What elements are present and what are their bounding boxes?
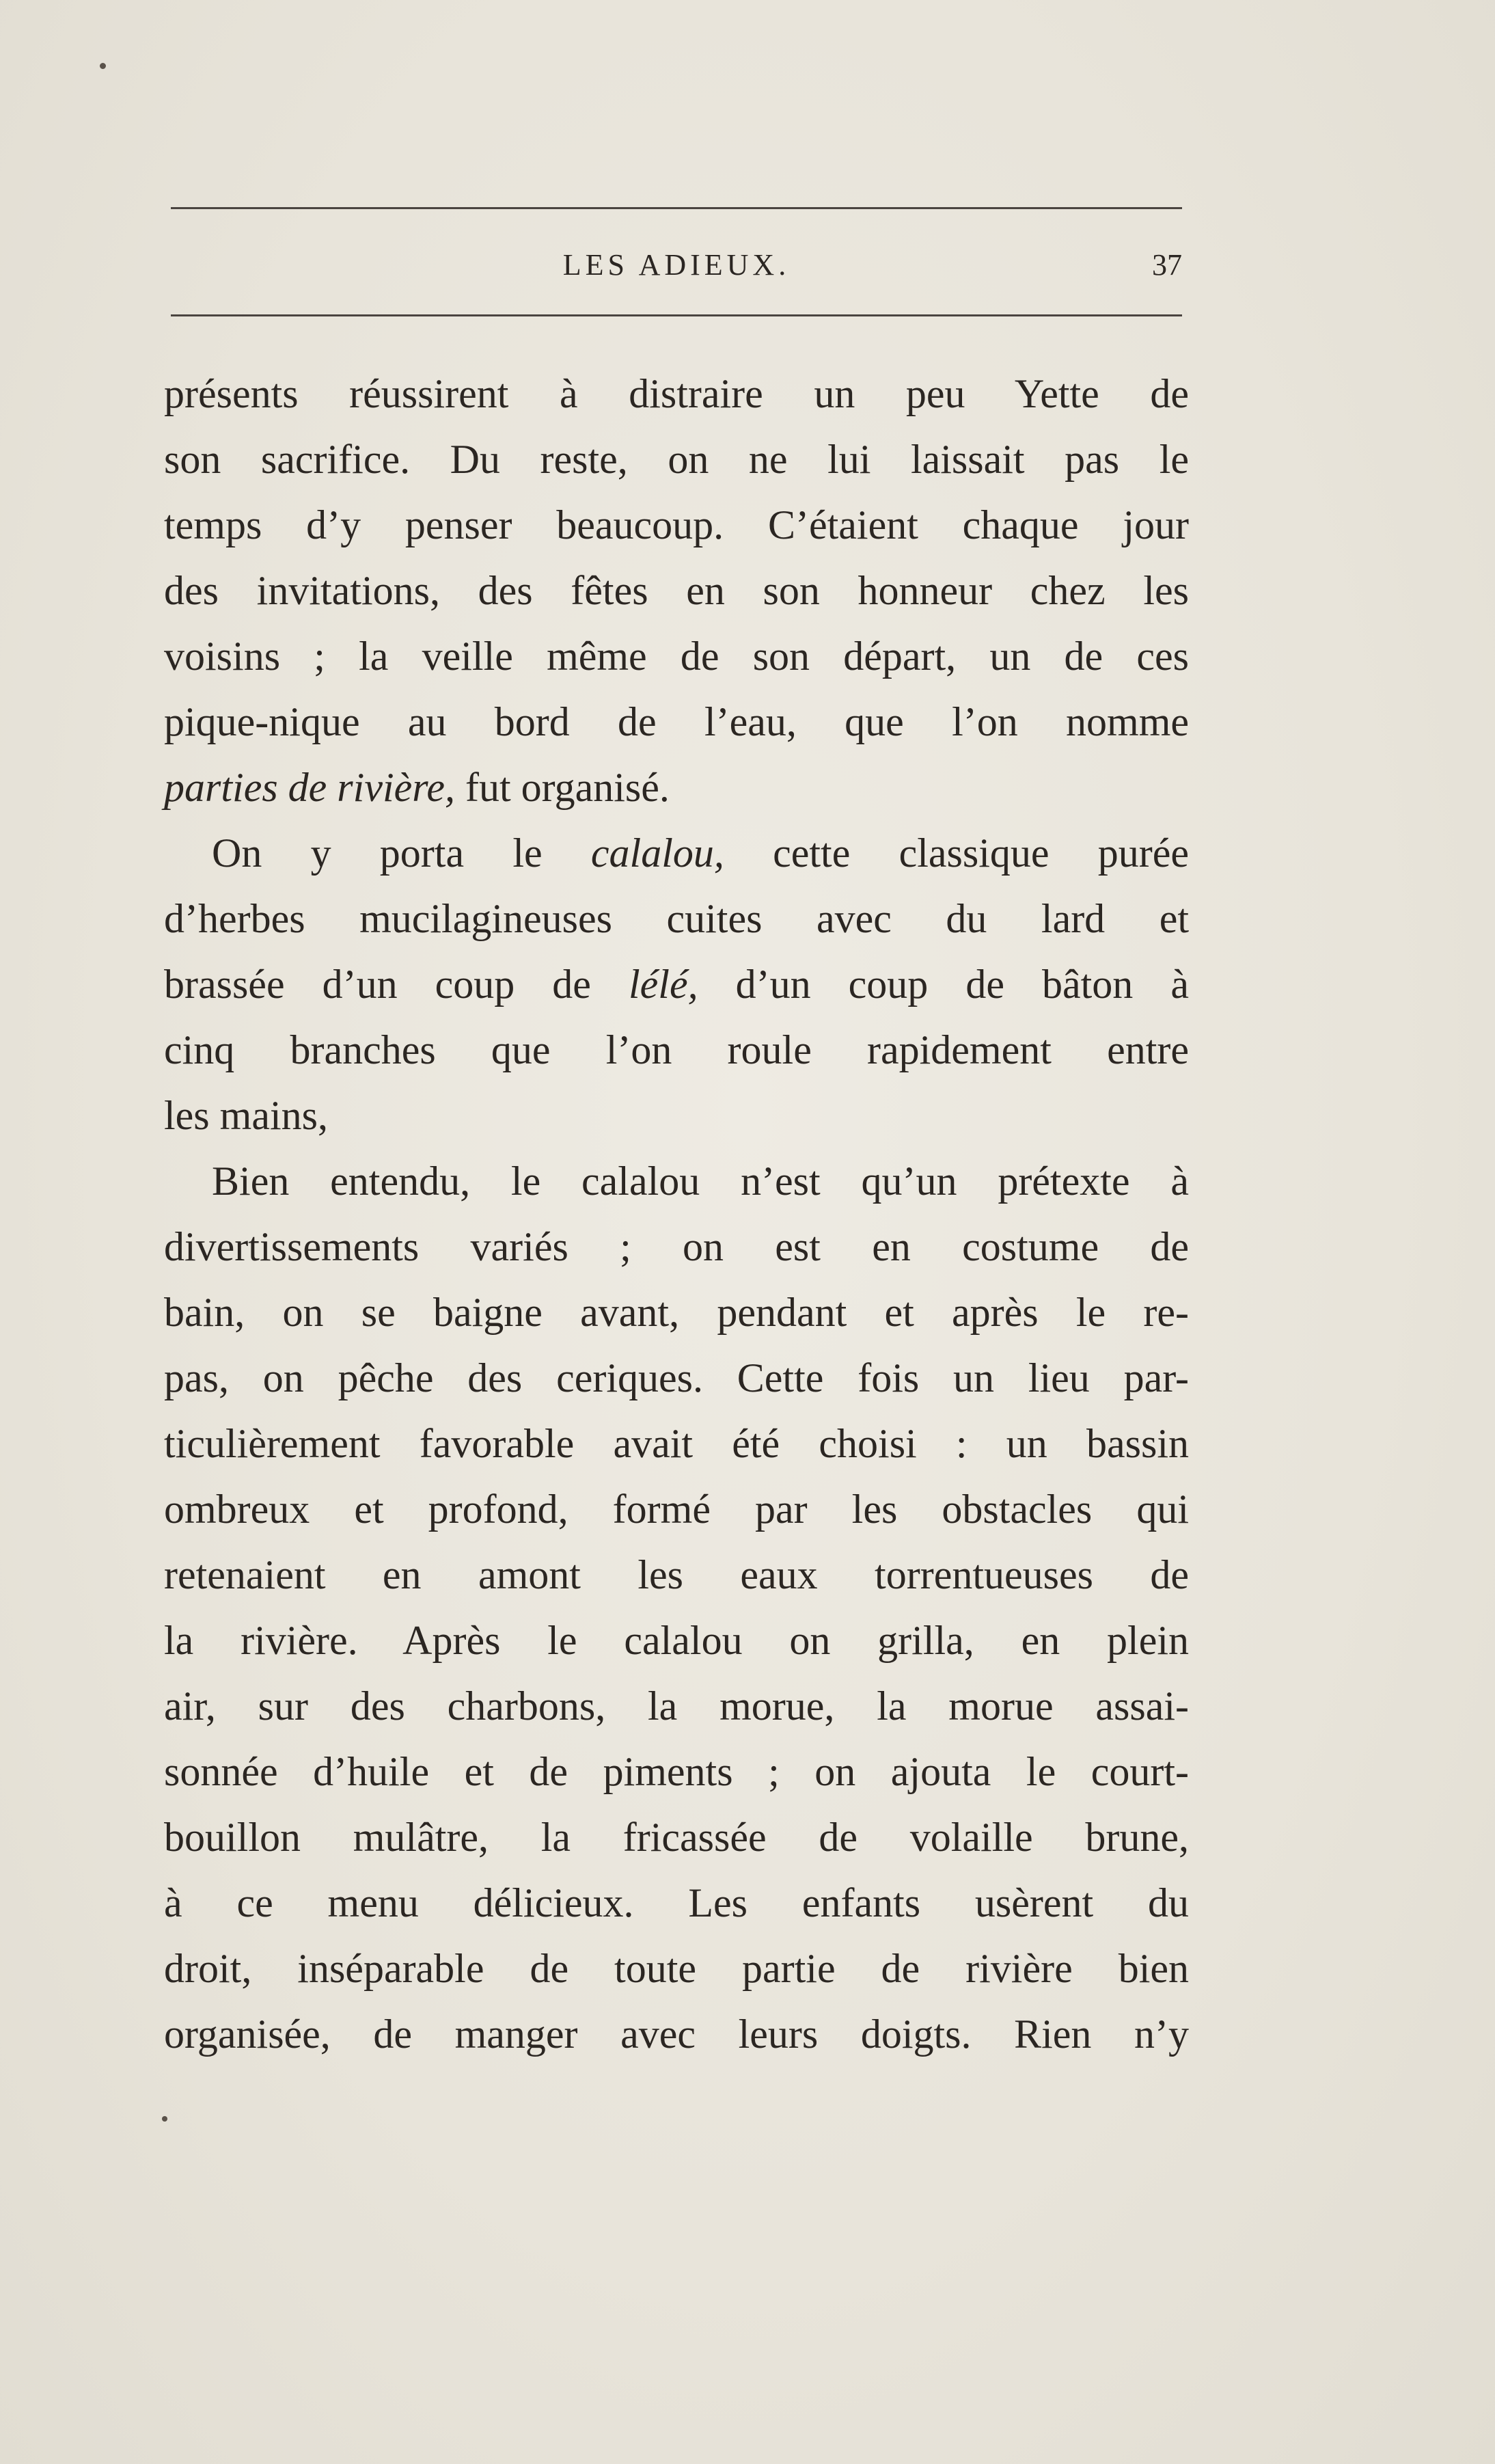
- text-line: bain, on se baigne avant, pendant et après le re-: [164, 1290, 1189, 1335]
- italic-term: lélé,: [628, 962, 698, 1007]
- text-line: Bien entendu, le calalou n’est qu’un prétexte à: [212, 1159, 1189, 1204]
- header-rule-top: [171, 207, 1182, 209]
- text-run: brassée d’un coup de: [164, 962, 629, 1007]
- text-line: les mains,: [164, 1093, 328, 1138]
- italic-term: parties de rivière,: [164, 765, 456, 810]
- text-line: temps d’y penser beaucoup. C’étaient chaque jour: [164, 502, 1189, 547]
- text-line: air, sur des charbons, la morue, la morue assai-: [164, 1683, 1189, 1729]
- text-line: retenaient en amont les eaux torrentueuses de: [164, 1552, 1189, 1597]
- text-line: à ce menu délicieux. Les enfants usèrent du: [164, 1880, 1189, 1925]
- text-line: bouillon mulâtre, la fricassée de volaille brune,: [164, 1815, 1189, 1860]
- text-line: divertissements variés ; on est en costume de: [164, 1224, 1189, 1269]
- text-line: voisins ; la veille même de son départ, un de ces: [164, 634, 1189, 679]
- text-line: la rivière. Après le calalou on grilla, en plein: [164, 1618, 1189, 1663]
- text-run: d’un coup de bâton à: [698, 962, 1189, 1007]
- text-line: présents réussirent à distraire un peu Yette de: [164, 371, 1189, 416]
- page-number: 37: [1152, 248, 1182, 282]
- text-run: cette classique purée: [724, 830, 1190, 876]
- text-line: des invitations, des fêtes en son honneur chez les: [164, 568, 1189, 613]
- running-title: LES ADIEUX.: [562, 248, 791, 282]
- text-line: ombreux et profond, formé par les obstacles qui: [164, 1487, 1189, 1532]
- text-line: organisée, de manger avec leurs doigts. Rien n’y: [164, 2012, 1189, 2057]
- text-line: [164, 951, 1189, 1017]
- text-line: ticulièrement favorable avait été choisi : un bassin: [164, 1421, 1189, 1466]
- text-run: On y porta le: [212, 830, 591, 876]
- body-text: [164, 361, 1189, 2067]
- text-line: [164, 755, 1189, 820]
- text-line: pique-nique au bord de l’eau, que l’on nomme: [164, 699, 1189, 744]
- text-line: cinq branches que l’on roule rapidement entre: [164, 1027, 1189, 1072]
- text-run: fut organisé.: [455, 765, 670, 810]
- running-head: [171, 245, 1182, 286]
- text-line: son sacrifice. Du reste, on ne lui laissait pas le: [164, 437, 1189, 482]
- italic-term: calalou,: [590, 830, 724, 876]
- header-rule-bottom: [171, 314, 1182, 316]
- text-line: droit, inséparable de toute partie de rivière bien: [164, 1946, 1189, 1991]
- paper-speck: [100, 63, 106, 69]
- text-line: pas, on pêche des ceriques. Cette fois un lieu par-: [164, 1355, 1189, 1400]
- text-line: sonnée d’huile et de piments ; on ajouta le court-: [164, 1749, 1189, 1794]
- text-line: d’herbes mucilagineuses cuites avec du lard et: [164, 896, 1189, 941]
- paper-speck: [162, 2116, 167, 2122]
- text-line: [164, 820, 1189, 886]
